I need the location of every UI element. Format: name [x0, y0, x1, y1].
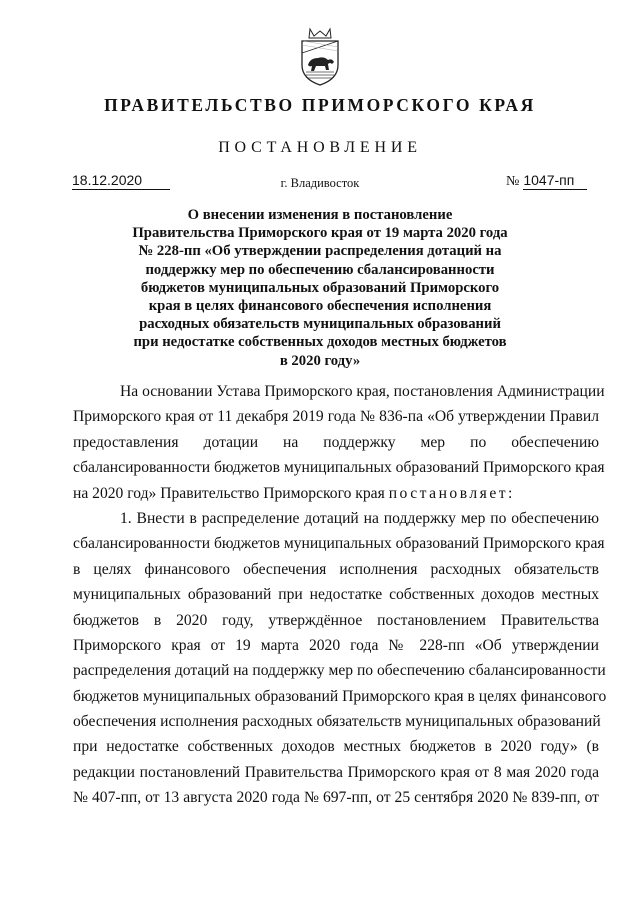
body-line-text: на 2020 год» Правительство Приморского края	[73, 484, 389, 502]
primorsky-krai-coat-of-arms-icon	[298, 27, 342, 87]
body-line: обеспечения исполнения расходных обязательств муниципальных образований	[73, 713, 601, 731]
document-number-block	[506, 172, 587, 190]
subject-line: № 228-пп «Об утверждении распределения дотаций на	[138, 243, 502, 260]
body-line: На основании Устава Приморского края, постановления Администрации	[120, 383, 605, 400]
subject-line: Правительства Приморского края от 19 марта 2020 года	[132, 225, 508, 242]
document-city: г. Владивосток	[280, 176, 360, 190]
body-line: муниципальных образований при недостатке собственных доходов местных	[73, 586, 599, 604]
subject-line: бюджетов муниципальных образований Приморского	[140, 279, 500, 296]
subject-line: края в целях финансового обеспечения исполнения	[148, 298, 492, 315]
body-line: сбалансированности бюджетов муниципальных образований Приморского края	[73, 459, 605, 477]
body-line: бюджетов в 2020 году, утверждённое постановлением Правительства	[73, 611, 599, 629]
document-date: 18.12.2020	[72, 172, 170, 190]
resolution-verb: постановляет:	[388, 484, 515, 502]
government-title: ПРАВИТЕЛЬСТВО ПРИМОРСКОГО КРАЯ	[104, 95, 536, 115]
body-line: редакции постановлений Правительства Приморского края от 8 мая 2020 года	[73, 763, 599, 781]
subject-line: в 2020 году»	[279, 352, 361, 369]
document-subject	[110, 206, 530, 370]
subject-line: поддержку мер по обеспечению сбалансированности	[145, 261, 495, 278]
document-type-title: ПОСТАНОВЛЕНИЕ	[218, 139, 422, 156]
subject-line: при недостатке собственных доходов местных бюджетов	[133, 334, 507, 351]
document-number: 1047-пп	[523, 172, 587, 190]
body-line: Приморского края от 11 декабря 2019 года № 836-па «Об утверждении Правил	[73, 408, 599, 426]
subject-line: О внесении изменения в постановление	[187, 207, 453, 223]
document-body	[73, 379, 607, 811]
body-line: Приморского края от 19 марта 2020 года № 228-пп «Об утверждении	[73, 636, 599, 654]
subject-line: расходных обязательств муниципальных образований	[139, 316, 501, 333]
body-line: сбалансированности бюджетов муниципальных образований Приморского края	[73, 535, 605, 553]
body-line	[73, 481, 599, 506]
body-line: при недостатке собственных доходов местных бюджетов в 2020 году» (в	[73, 738, 599, 756]
body-line: распределения дотаций на поддержку мер по обеспечению сбалансированности	[73, 662, 606, 680]
body-line: предоставления дотации на поддержку мер по обеспечению	[73, 433, 599, 451]
body-line: бюджетов муниципальных образований Приморского края в целях финансового	[73, 687, 607, 705]
body-line: 1. Внести в распределение дотаций на поддержку мер по обеспечению	[120, 509, 599, 527]
body-line: № 407-пп, от 13 августа 2020 года № 697-пп, от 25 сентября 2020 № 839-пп, от	[73, 789, 599, 807]
number-sign: №	[506, 174, 520, 189]
body-line: в целях финансового обеспечения исполнения расходных обязательств	[73, 560, 599, 578]
